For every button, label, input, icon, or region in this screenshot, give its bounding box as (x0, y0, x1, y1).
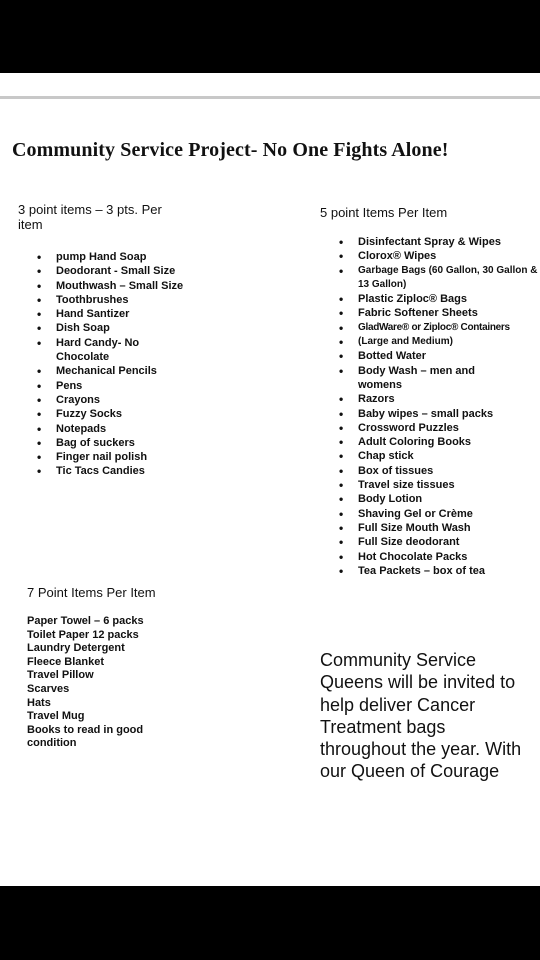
list-item: • Dish Soap (36, 321, 186, 335)
list-item: Toilet Paper 12 packs (27, 628, 139, 641)
list-item: Travel Pillow (27, 669, 94, 682)
list-item: • Hand Santizer (36, 307, 186, 321)
list-item: Paper Towel – 6 packs (27, 615, 144, 627)
three-point-heading: 3 point items – 3 pts. Per item (18, 202, 162, 232)
list-item: • Plastic Ziploc® Bags (338, 292, 538, 306)
list-item: • Bag of suckers (36, 436, 186, 450)
list-item: • pump Hand Soap (36, 250, 186, 264)
list-item: • Mouthwash – Small Size (36, 279, 186, 293)
list-item: • Botted Water (338, 349, 538, 363)
list-item: • Clorox® Wipes (338, 249, 538, 263)
list-item: • Tea Packets – box of tea (338, 564, 538, 578)
list-item: • Full Size Mouth Wash (338, 521, 538, 535)
list-item: Fleece Blanket (27, 655, 105, 668)
three-point-list (36, 250, 186, 479)
seven-point-heading: 7 Point Items Per Item (27, 585, 156, 600)
community-service-note: Community Service Queens will be invited to help deliver Cancer Treatment bags throughout the year. With our Queen of Courage (320, 650, 522, 782)
list-item: • Pens (36, 379, 186, 393)
list-item: • Razors (338, 392, 538, 406)
list-item: • (Large and Medium) (338, 335, 538, 349)
list-item: • Chap stick (338, 449, 538, 463)
top-black-bar (0, 0, 540, 73)
list-item: • Deodorant - Small Size (36, 264, 186, 278)
list-item: • Finger nail polish (36, 450, 186, 464)
list-item: Laundry Detergent (27, 642, 125, 655)
list-item: • Fuzzy Socks (36, 407, 186, 421)
five-point-list (338, 235, 538, 578)
list-item: • Crayons (36, 393, 186, 407)
list-item: • Notepads (36, 422, 186, 436)
list-item: Travel Mug (27, 710, 85, 723)
five-point-heading: 5 point Items Per Item (320, 205, 448, 220)
list-item: • Crossword Puzzles (338, 421, 538, 435)
list-item: • Box of tissues (338, 464, 538, 478)
list-item: Hats (27, 696, 51, 709)
list-item: • Mechanical Pencils (36, 364, 186, 378)
list-item: Books to read in good condition (27, 723, 144, 750)
list-item: • Toothbrushes (36, 293, 186, 307)
list-item: • Body Wash – men and womens (338, 364, 488, 393)
list-item: • Tic Tacs Candies (36, 464, 186, 478)
list-item: • Adult Coloring Books (338, 435, 538, 449)
bottom-black-bar (0, 886, 540, 960)
list-item: Scarves (27, 682, 70, 695)
seven-point-list (27, 615, 177, 751)
list-item: • Travel size tissues (338, 478, 538, 492)
list-item: • Shaving Gel or Crème (338, 507, 538, 521)
list-item: • Body Lotion (338, 492, 538, 506)
list-item: • GladWare® or Ziploc® Containers (338, 321, 538, 335)
list-item: • Hard Candy- No Chocolate (36, 336, 186, 365)
list-item: • Disinfectant Spray & Wipes (338, 235, 538, 249)
divider-line (0, 96, 540, 99)
list-item: • Fabric Softener Sheets (338, 306, 538, 320)
list-item: • Garbage Bags (60 Gallon, 30 Gallon & 13 Gallon) (338, 264, 538, 293)
list-item: • Full Size deodorant (338, 535, 538, 549)
list-item: • Hot Chocolate Packs (338, 550, 538, 564)
list-item: • Baby wipes – small packs (338, 407, 538, 421)
page-title: Community Service Project- No One Fights Alone! (12, 139, 449, 161)
